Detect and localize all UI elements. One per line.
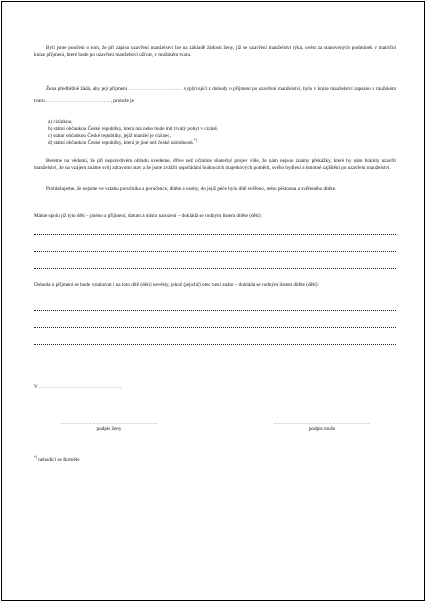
surname-request-text-3: , protože je bbox=[110, 98, 134, 104]
surname-request-text-2: vyplývající z dohody o příjmení po uzavření manželství, bylo v knize manželství zapsáno v mužském tvaru bbox=[34, 86, 397, 104]
place-date-field[interactable]: .............................................................. bbox=[38, 384, 123, 389]
woman-signature-label: podpis ženy bbox=[96, 426, 122, 432]
masculine-form-dots-field[interactable]: ................................................ bbox=[45, 98, 111, 103]
children-label: Máme spolu již tyto děti – jméno a příjmení, datum a místo narození – dokládá se rodným listem dítěte (dětí): bbox=[34, 213, 262, 219]
paragraph-instruction: Byli jsme poučeni o tom, že při zápisu uzavření manželství lze na základě žádosti ženy, jíž se uzavření manželství týká, uvést za stanovených podmínek v matriční knize příjmení, které bude po uzavření manželství užívat, v mužském tvaru. bbox=[34, 45, 396, 58]
agreement-line-1[interactable] bbox=[34, 304, 396, 311]
place-prefix: V bbox=[34, 384, 38, 390]
option-b[interactable]: b) státní občankou České republiky, která má nebo bude mít trvalý pobyt v cizině, bbox=[48, 126, 219, 132]
man-signature-block bbox=[248, 419, 396, 433]
option-c[interactable]: c) státní občankou České republiky, jejíž manžel je cizinec, bbox=[48, 133, 171, 139]
reason-options-list bbox=[48, 119, 378, 147]
woman-signature-block bbox=[34, 419, 184, 433]
paragraph-guardianship: Prohlašujeme, že nejsme ve vztahu poručníka a poručence, dítěte a osoby, do jejíž péče bylo dítě svěřeno, nebo pěstouna a svěřeného dítěte. bbox=[46, 186, 337, 192]
surname-request-text-1: Žena předběžně žádá, aby její příjmení bbox=[46, 86, 128, 92]
children-line-3[interactable] bbox=[34, 262, 396, 269]
option-d-text: d) státní občankou České republiky, která je jiné než české národnosti. bbox=[48, 140, 195, 146]
man-signature-field[interactable]: ........................................................................ bbox=[273, 420, 371, 425]
agreement-line-3[interactable] bbox=[34, 338, 396, 345]
surname-dots-field[interactable]: ........................................ bbox=[128, 86, 183, 91]
footnote-text: nehodící se škrtněte bbox=[38, 457, 80, 463]
option-d[interactable] bbox=[48, 140, 378, 147]
woman-signature-field[interactable]: ........................................................................ bbox=[60, 420, 158, 425]
footnote-marker: *) bbox=[194, 138, 198, 143]
place-date-row bbox=[34, 383, 234, 391]
footnote bbox=[34, 457, 234, 464]
agreement-label: Dohoda o příjmení se bude vztahovat i na toto dítě (děti) nevěsty, jehož (jejichž) otec není znám – dokládá se rodným listem dítěte (dětí): bbox=[34, 282, 319, 288]
document-page bbox=[1, 1, 425, 601]
man-signature-label: podpis muže bbox=[308, 426, 336, 432]
children-line-1[interactable] bbox=[34, 228, 396, 235]
paragraph-surname-request bbox=[34, 83, 396, 107]
footnote-symbol: *) bbox=[34, 455, 37, 460]
children-line-2[interactable] bbox=[34, 245, 396, 252]
agreement-line-2[interactable] bbox=[34, 321, 396, 328]
paragraph-declaration: Bereme na vědomí, že při nepravdivém obřadu uvedeme, dříve než učiníme sňatečný projev vůle, že nám nejsou známy překážky, které by nám bránily uzavřít manželství, že na vzájem známe svůj zdravotní stav a že jsme zvážili uspořádání budoucích majetkových poměrů, svého bydlení a hmotné zajištění po uzavření manželství. bbox=[34, 158, 396, 171]
option-a[interactable]: a) cizinkou, bbox=[48, 119, 73, 125]
